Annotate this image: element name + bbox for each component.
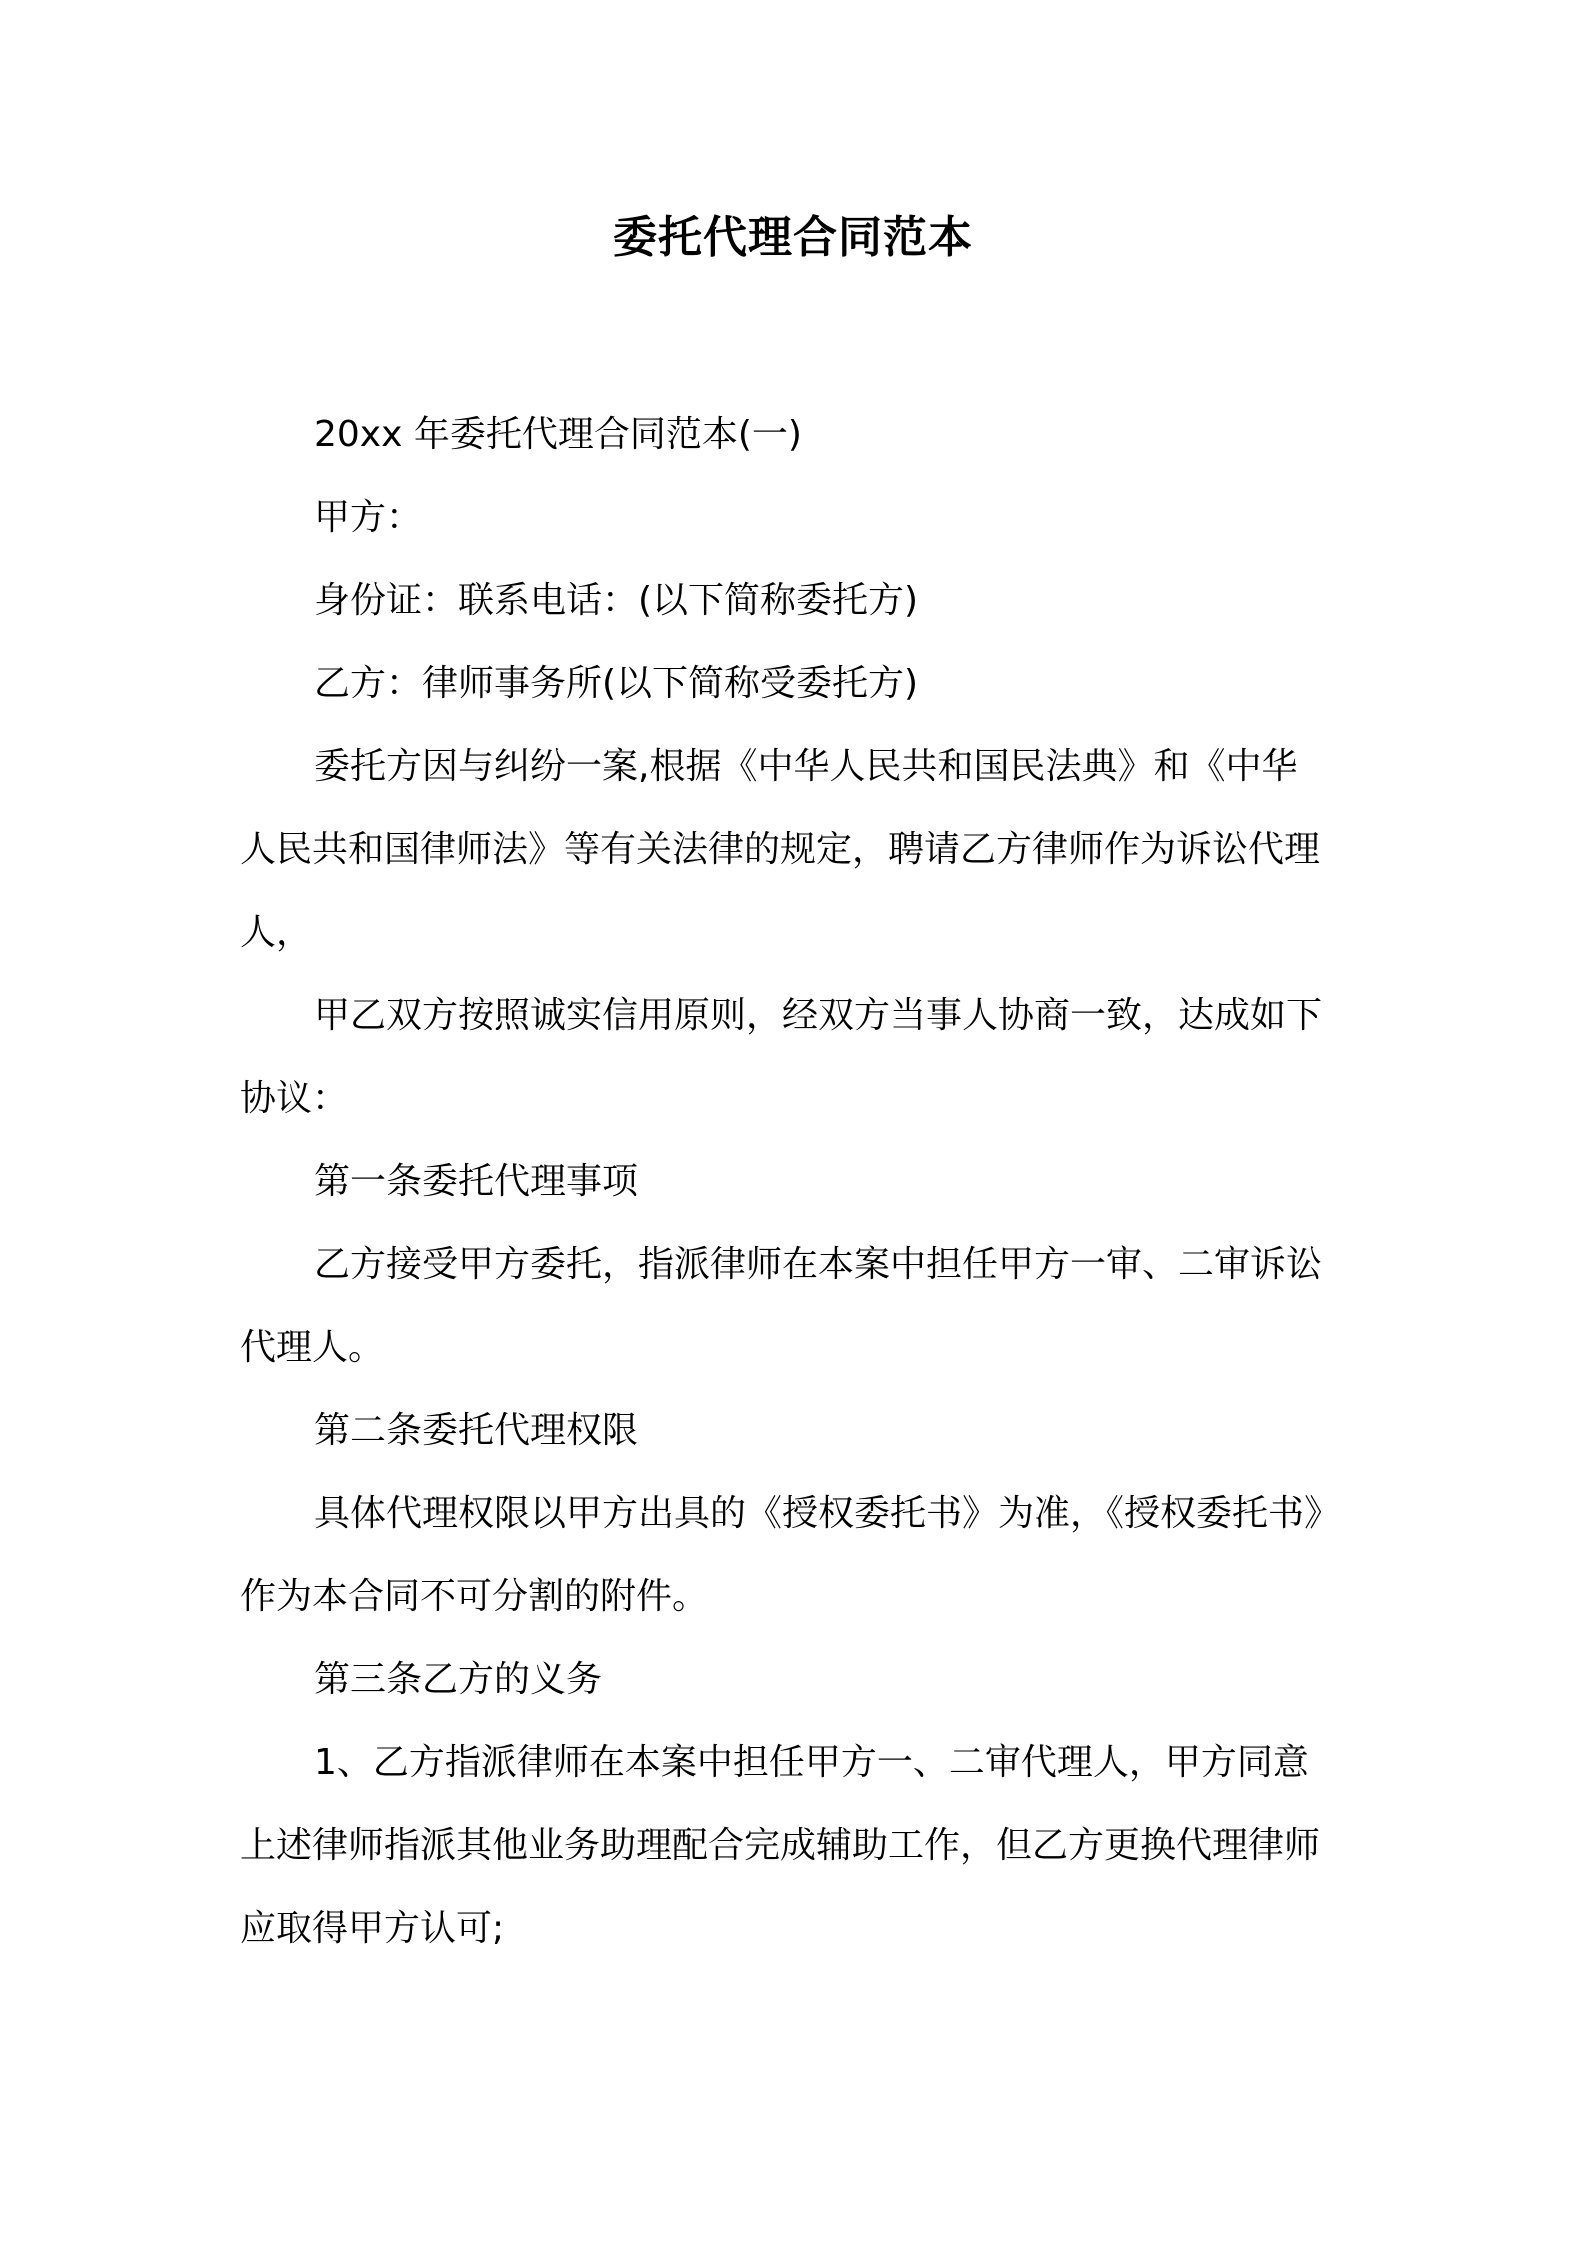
paragraph-line: 甲方： (314, 497, 423, 538)
paragraph-line: 身份证：联系电话：(以下简称委托方) (314, 580, 919, 621)
paragraph-line: 人， (240, 912, 313, 953)
paragraph-line: 乙方：律师事务所(以下简称受委托方) (314, 663, 919, 704)
paragraph-line: 甲乙双方按照诚实信用原则，经双方当事人协商一致，达成如下 (314, 995, 1323, 1036)
paragraph-line: 乙方接受甲方委托，指派律师在本案中担任甲方一审、二审诉讼 (314, 1244, 1323, 1285)
paragraph-line: 1、乙方指派律师在本案中担任甲方一、二审代理人，甲方同意 (314, 1742, 1309, 1783)
paragraph-line: 上述律师指派其他业务助理配合完成辅助工作，但乙方更换代理律师 (240, 1825, 1321, 1866)
section-heading: 第三条乙方的义务 (314, 1659, 603, 1700)
paragraph-line: 协议： (240, 1078, 349, 1119)
section-heading: 第一条委托代理事项 (314, 1161, 639, 1202)
paragraph-line: 具体代理权限以甲方出具的《授权委托书》为准，《授权委托书》 (314, 1493, 1341, 1534)
paragraph-line: 作为本合同不可分割的附件。 (240, 1576, 709, 1617)
section-heading: 第二条委托代理权限 (314, 1410, 639, 1451)
paragraph-line: 代理人。 (240, 1327, 385, 1368)
document-title: 委托代理合同范本 (613, 212, 973, 263)
paragraph-line: 委托方因与纠纷一案,根据《中华人民共和国民法典》和《中华 (314, 746, 1298, 787)
paragraph-line: 人民共和国律师法》等有关法律的规定，聘请乙方律师作为诉讼代理 (240, 829, 1321, 870)
paragraph-line: 20xx 年委托代理合同范本(一) (314, 414, 802, 455)
paragraph-line: 应取得甲方认可; (240, 1908, 505, 1949)
